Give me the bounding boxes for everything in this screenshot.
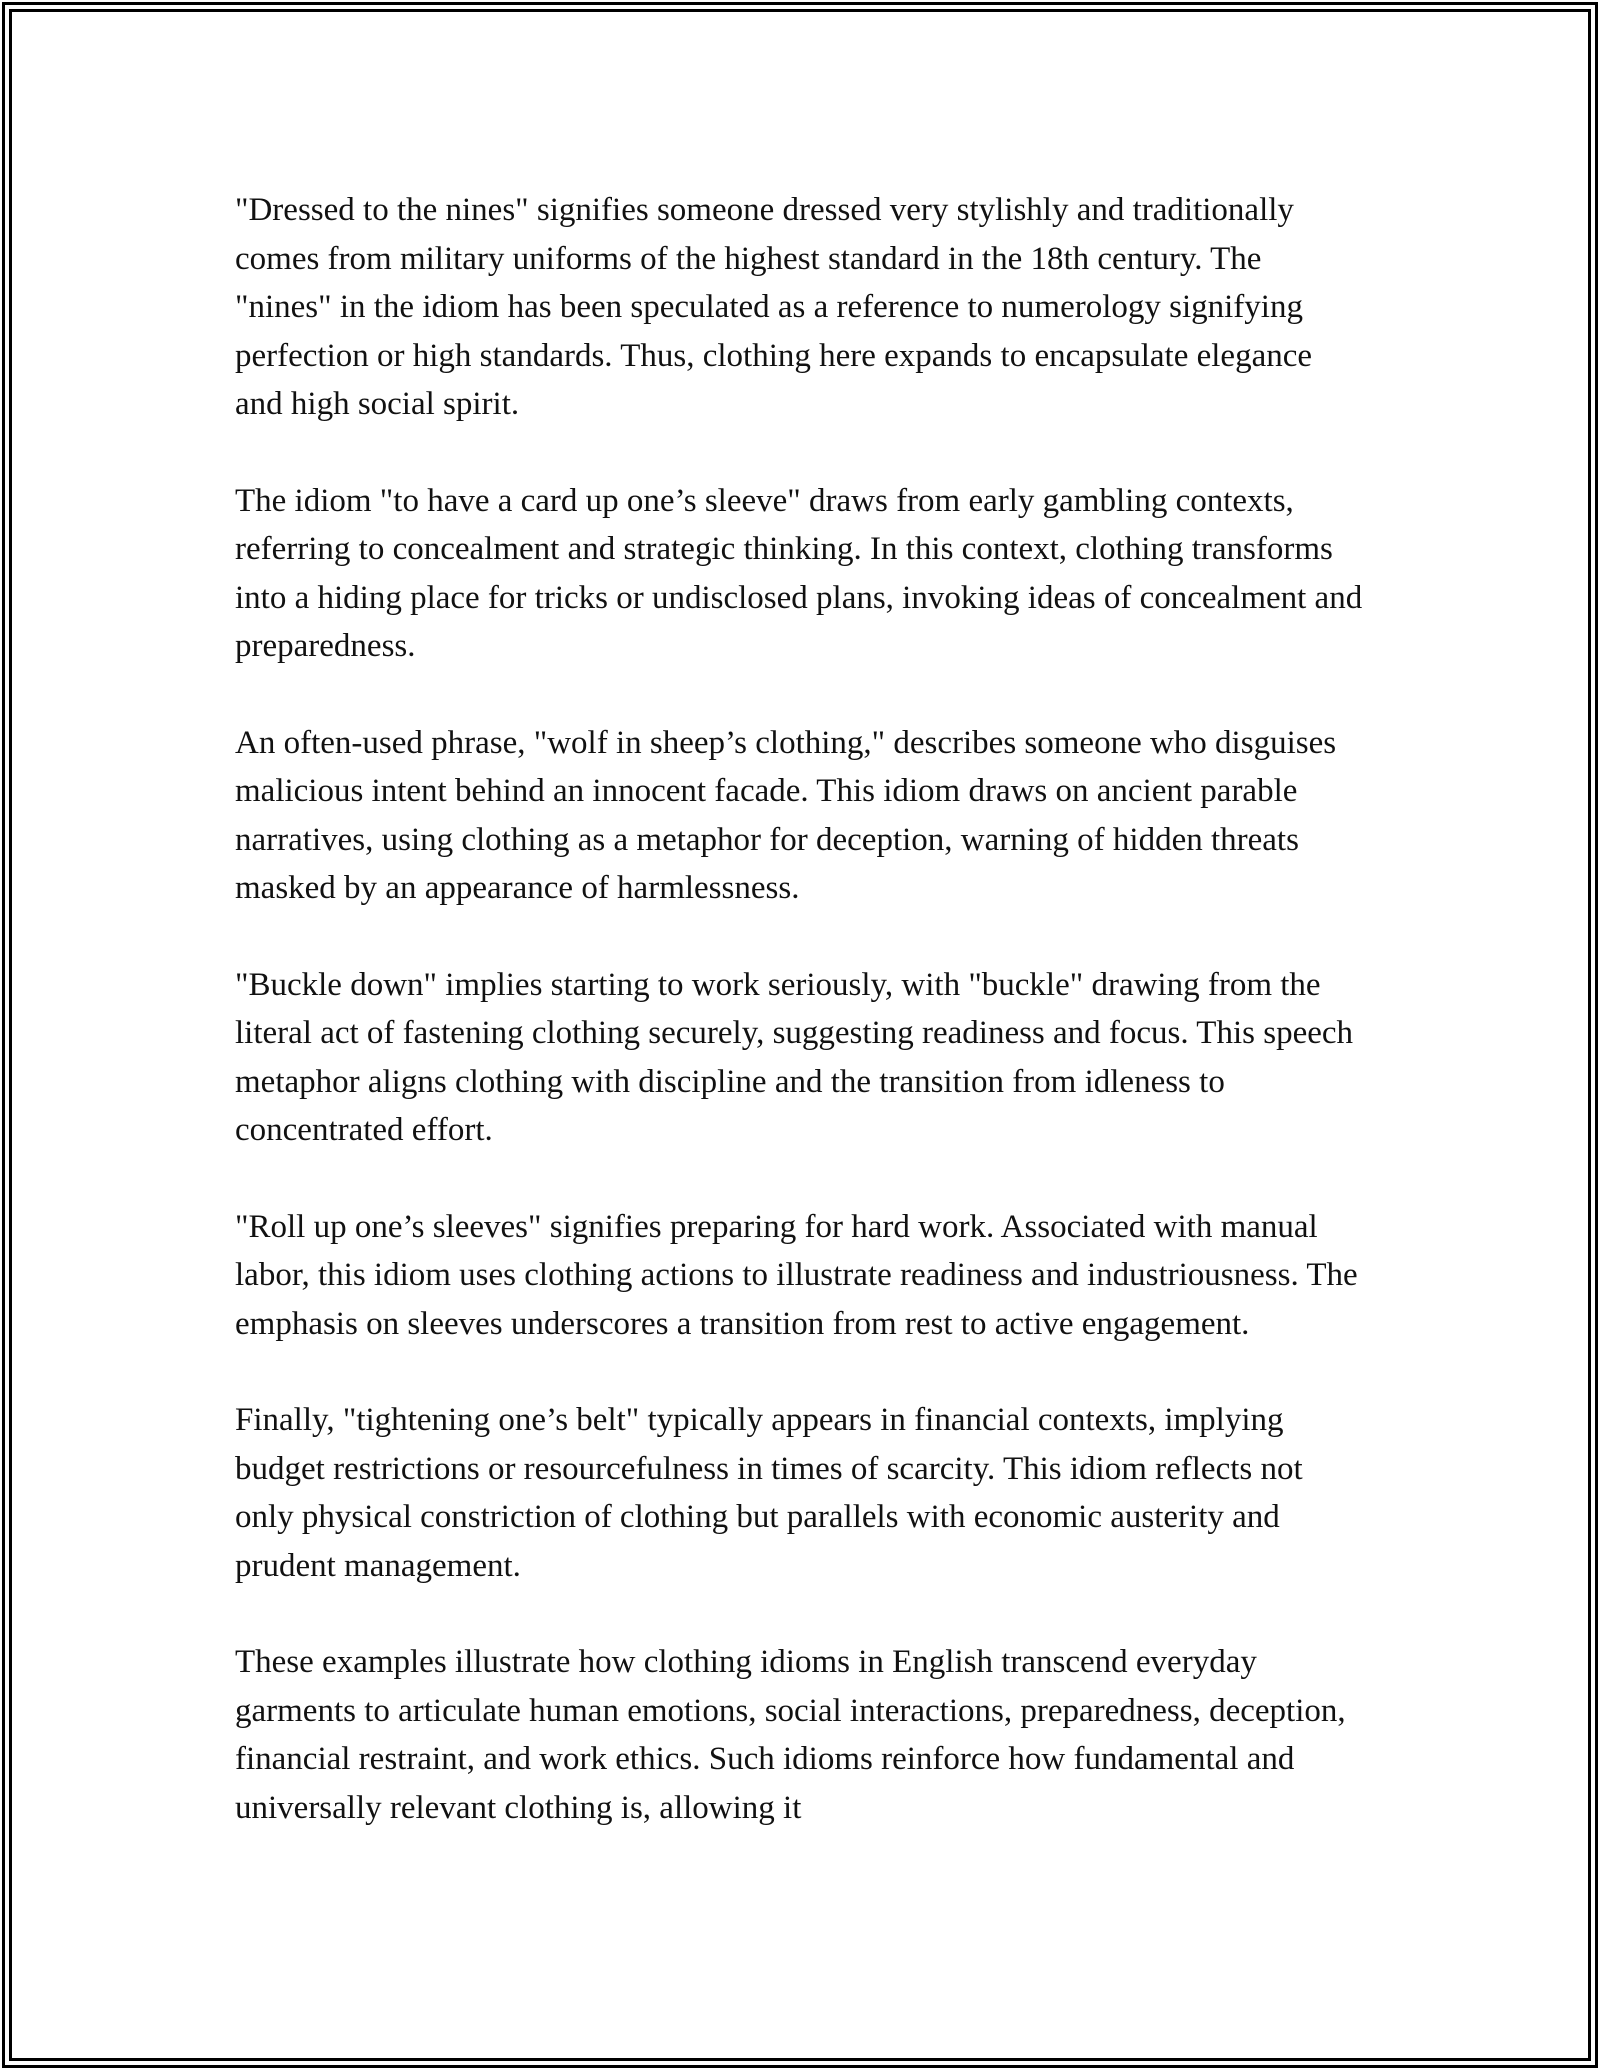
paragraph-conclusion: These examples illustrate how clothing idioms in English transcend everyday garments to articulate human emotions, social interactions, preparedness, deception, financial restraint, and work ethics. Such idioms reinforce how fundamental and universally relevant clothing is, allowing it: [235, 1644, 1346, 1826]
paragraph-card-up-sleeve: The idiom "to have a card up one’s sleeve" draws from early gambling contexts, referring to concealment and strategic thinking. In this context, clothing transforms into a hiding place for tricks or undisclosed plans, invoking ideas of concealment and preparedness.: [235, 482, 1363, 664]
paragraph-dressed-to-the-nines: "Dressed to the nines" signifies someone dressed very stylishly and traditionally comes from military uniforms of the highest standard in the 18th century. The "nines" in the idiom has been speculated as a reference to numerology signifying perfection or high standards. Thus, clothing here expands to encapsulate elegance and high social spirit.: [235, 192, 1313, 422]
paragraph-wolf-in-sheeps-clothing: An often-used phrase, "wolf in sheep’s clothing," describes someone who disguises malicious intent behind an innocent facade. This idiom draws on ancient parable narratives, using clothing as a metaphor for deception, warning of hidden threats masked by an appearance of harmlessness.: [235, 724, 1337, 906]
paragraph-buckle-down: "Buckle down" implies starting to work seriously, with "buckle" drawing from the literal act of fastening clothing securely, suggesting readiness and focus. This speech metaphor aligns clothing with discipline and the transition from idleness to concentrated effort.: [235, 966, 1354, 1148]
paragraph-tightening-belt: Finally, "tightening one’s belt" typically appears in financial contexts, implying budget restrictions or resourcefulness in times of scarcity. This idiom reflects not only physical constriction of clothing but parallels with economic austerity and prudent management.: [235, 1402, 1303, 1584]
paragraph-roll-up-sleeves: "Roll up one’s sleeves" signifies preparing for hard work. Associated with manual labor, this idiom uses clothing actions to illustrate readiness and industriousness. The emphasis on sleeves underscores a transition from rest to active engagement.: [235, 1208, 1358, 1342]
document-body: [235, 186, 1365, 1832]
